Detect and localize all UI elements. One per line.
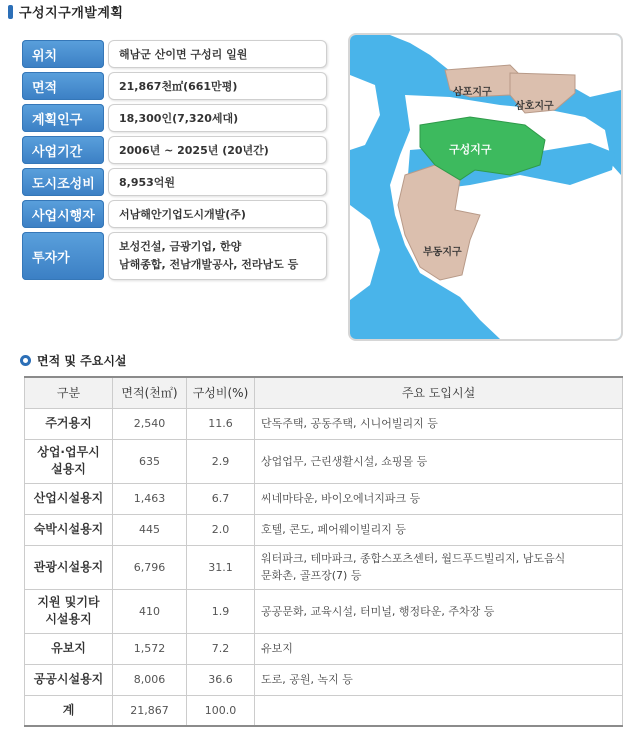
table-row	[25, 483, 623, 514]
info-value	[108, 104, 327, 132]
row-facilities-line: 상업업무, 근린생활시설, 쇼핑몰 등	[261, 454, 428, 468]
row-ratio: 6.7	[187, 483, 255, 514]
row-facilities-line: 유보지	[261, 642, 293, 655]
row-facilities-line: 문화촌, 골프장(7) 등	[261, 569, 362, 582]
row-facilities	[255, 664, 623, 695]
info-value-line: 21,867천㎡(661만평)	[119, 80, 238, 93]
info-value	[108, 40, 327, 68]
info-row	[22, 232, 327, 280]
info-label: 면적	[22, 72, 104, 100]
info-value	[108, 136, 327, 164]
info-value-line: 남해종합, 전남개발공사, 전라남도 등	[119, 258, 299, 271]
header-ratio: 구성비(%)	[187, 377, 255, 408]
section-bullet-icon	[20, 355, 31, 366]
row-category	[25, 483, 113, 514]
row-facilities	[255, 633, 623, 664]
map-label-guseong: 구성지구	[449, 143, 492, 156]
row-ratio: 36.6	[187, 664, 255, 695]
row-category-line: 관광시설용지	[33, 559, 104, 574]
row-category	[25, 408, 113, 439]
row-ratio: 2.0	[187, 514, 255, 545]
header-category: 구분	[25, 377, 113, 408]
info-label: 투자가	[22, 232, 104, 280]
row-area: 21,867	[113, 695, 187, 726]
row-ratio: 31.1	[187, 545, 255, 589]
info-value-line: 18,300인(7,320세대)	[119, 112, 239, 125]
section-title: 면적 및 주요시설	[37, 354, 127, 368]
row-category-line: 유보지	[51, 641, 86, 655]
row-ratio: 2.9	[187, 439, 255, 483]
info-row	[22, 40, 327, 68]
row-category-line: 시설용지	[45, 612, 92, 626]
row-category	[25, 664, 113, 695]
table-row	[25, 664, 623, 695]
info-row	[22, 136, 327, 164]
header-facilities: 주요 도입시설	[255, 377, 623, 408]
table-row	[25, 545, 623, 589]
row-category	[25, 589, 113, 633]
info-value-line: 서남해안기업도시개발(주)	[119, 208, 246, 221]
row-facilities	[255, 514, 623, 545]
info-label: 도시조성비	[22, 168, 104, 196]
row-facilities	[255, 439, 623, 483]
row-facilities	[255, 408, 623, 439]
row-category	[25, 695, 113, 726]
row-area: 1,572	[113, 633, 187, 664]
info-value	[108, 200, 327, 228]
table-row	[25, 633, 623, 664]
title-marker-icon	[8, 5, 13, 19]
row-area: 635	[113, 439, 187, 483]
row-category-line: 계	[62, 702, 75, 717]
row-ratio: 11.6	[187, 408, 255, 439]
row-category	[25, 633, 113, 664]
row-facilities-line: 단독주택, 공동주택, 시니어빌리지 등	[261, 417, 438, 430]
row-category-line: 주거용지	[45, 416, 92, 430]
district-map	[348, 33, 623, 341]
row-facilities-line: 씨네마타운, 바이오에너지파크 등	[261, 492, 421, 505]
row-facilities-line: 호텔, 콘도, 페어웨이빌리지 등	[261, 523, 406, 536]
row-category-line: 상업·업무시	[37, 445, 100, 459]
page-title: 구성지구개발계획	[19, 6, 124, 21]
section-title-block	[20, 352, 127, 369]
row-area: 2,540	[113, 408, 187, 439]
row-category-line: 숙박시설용지	[33, 522, 104, 536]
row-facilities-line: 공공문화, 교육시설, 터미널, 행정타운, 주차장 등	[261, 604, 495, 618]
overview-list	[22, 40, 327, 284]
row-area: 410	[113, 589, 187, 633]
info-row	[22, 104, 327, 132]
row-category-line: 공공시설용지	[33, 672, 104, 686]
row-facilities-line: 워터파크, 테마파크, 종합스포츠센터, 월드푸드빌리지, 남도음식	[261, 552, 566, 565]
info-value-line: 8,953억원	[119, 176, 176, 189]
row-area: 6,796	[113, 545, 187, 589]
info-value	[108, 168, 327, 196]
table-row	[25, 695, 623, 726]
map-label-sampo: 삼포지구	[453, 87, 492, 98]
info-row	[22, 200, 327, 228]
row-facilities	[255, 545, 623, 589]
row-category-line: 지원 및기타	[37, 595, 100, 609]
row-facilities	[255, 695, 623, 726]
table-row	[25, 408, 623, 439]
row-category	[25, 439, 113, 483]
info-value	[108, 232, 327, 280]
header-area: 면적(천㎡)	[113, 377, 187, 408]
info-label: 위치	[22, 40, 104, 68]
table-row	[25, 589, 623, 633]
row-category	[25, 514, 113, 545]
map-label-budong: 부동지구	[423, 247, 462, 258]
table-row	[25, 439, 623, 483]
info-value-line: 보성건설, 금광기업, 한양	[119, 240, 242, 253]
info-label: 계획인구	[22, 104, 104, 132]
row-facilities	[255, 483, 623, 514]
row-facilities	[255, 589, 623, 633]
row-category-line: 산업시설용지	[33, 491, 104, 505]
row-category	[25, 545, 113, 589]
map-graphic	[350, 35, 621, 339]
info-label: 사업시행자	[22, 200, 104, 228]
table-row	[25, 514, 623, 545]
table-header-row	[25, 377, 623, 408]
map-label-samho: 삼호지구	[515, 101, 554, 112]
row-ratio: 1.9	[187, 589, 255, 633]
row-area: 1,463	[113, 483, 187, 514]
row-category-line: 설용지	[51, 462, 86, 476]
info-value	[108, 72, 327, 100]
page-title-block	[8, 2, 123, 21]
info-label: 사업기간	[22, 136, 104, 164]
row-facilities-line: 도로, 공원, 녹지 등	[261, 673, 353, 686]
info-row	[22, 168, 327, 196]
facility-table	[24, 376, 623, 727]
row-ratio: 100.0	[187, 695, 255, 726]
row-ratio: 7.2	[187, 633, 255, 664]
info-value-line: 2006년 ~ 2025년 (20년간)	[119, 144, 269, 157]
info-row	[22, 72, 327, 100]
row-area: 445	[113, 514, 187, 545]
info-value-line: 해남군 산이면 구성리 일원	[119, 48, 248, 61]
row-area: 8,006	[113, 664, 187, 695]
